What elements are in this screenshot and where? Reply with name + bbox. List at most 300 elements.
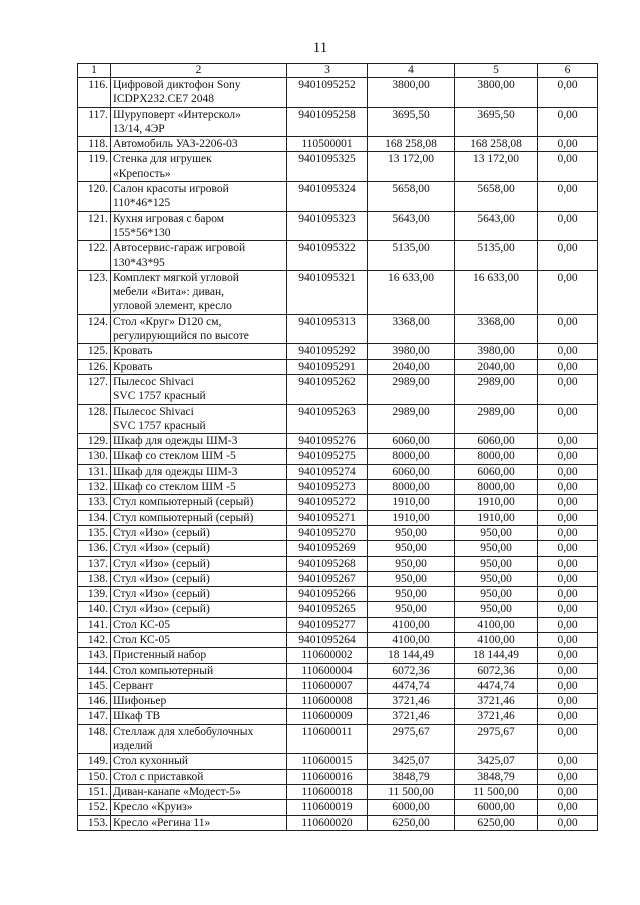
depreciation-value: 950,00: [455, 525, 538, 540]
item-name: [111, 241, 287, 271]
row-number: 118.: [78, 137, 111, 152]
item-name-line: Кровать: [113, 360, 153, 373]
table-row: [78, 815, 598, 830]
item-name-line: SVC 1757 красный: [113, 390, 206, 403]
row-number: 133.: [78, 495, 111, 510]
table-row: [78, 617, 598, 632]
inventory-code: 9401095263: [287, 404, 368, 434]
depreciation-value: 950,00: [455, 556, 538, 571]
item-name-line: мебели «Вита»: диван,: [113, 286, 225, 299]
item-name-line: Диван-канапе «Модест-5»: [113, 785, 241, 798]
item-name-line: Шкаф со стеклом ШМ -5: [113, 450, 236, 463]
depreciation-value: 4474,74: [455, 678, 538, 693]
inventory-table: [77, 63, 598, 831]
table-row: [78, 182, 598, 212]
book-value: 3980,00: [368, 344, 455, 359]
depreciation-value: 13 172,00: [455, 152, 538, 182]
book-value: 1910,00: [368, 495, 455, 510]
residual-value: 0,00: [538, 374, 598, 404]
item-name-line: Шкаф для одежды ШМ-3: [113, 435, 238, 448]
inventory-code: 9401095273: [287, 480, 368, 495]
item-name: [111, 510, 287, 525]
table-row: [78, 663, 598, 678]
item-name: [111, 541, 287, 556]
inventory-code: 110500001: [287, 137, 368, 152]
item-name: [111, 678, 287, 693]
table-row: [78, 602, 598, 617]
table-row: [78, 359, 598, 374]
residual-value: 0,00: [538, 137, 598, 152]
row-number: 140.: [78, 602, 111, 617]
table-row: [78, 648, 598, 663]
item-name: [111, 480, 287, 495]
item-name: [111, 632, 287, 647]
residual-value: 0,00: [538, 694, 598, 709]
residual-value: 0,00: [538, 769, 598, 784]
item-name-line: угловой элемент, кресло: [113, 300, 232, 313]
book-value: 3368,00: [368, 314, 455, 344]
depreciation-value: 4100,00: [455, 632, 538, 647]
residual-value: 0,00: [538, 525, 598, 540]
residual-value: 0,00: [538, 815, 598, 830]
item-name: [111, 602, 287, 617]
inventory-code: 9401095266: [287, 587, 368, 602]
residual-value: 0,00: [538, 556, 598, 571]
residual-value: 0,00: [538, 449, 598, 464]
item-name-line: Автосервис-гараж игровой: [113, 242, 246, 255]
inventory-code: 9401095313: [287, 314, 368, 344]
item-name: [111, 617, 287, 632]
table-row: [78, 571, 598, 586]
depreciation-value: 3695,50: [455, 107, 538, 137]
residual-value: 0,00: [538, 587, 598, 602]
row-number: 145.: [78, 678, 111, 693]
item-name-line: Стул компьютерный (серый): [113, 496, 254, 509]
table-row: [78, 587, 598, 602]
item-name-line: изделий: [113, 740, 153, 753]
book-value: 2989,00: [368, 404, 455, 434]
book-value: 2040,00: [368, 359, 455, 374]
table-row: [78, 769, 598, 784]
book-value: 3721,46: [368, 694, 455, 709]
header-cell: 6: [538, 64, 598, 78]
depreciation-value: 1910,00: [455, 495, 538, 510]
row-number: 149.: [78, 754, 111, 769]
item-name-line: Кровать: [113, 345, 153, 358]
table-row: [78, 314, 598, 344]
table-row: [78, 556, 598, 571]
inventory-code: 9401095325: [287, 152, 368, 182]
residual-value: 0,00: [538, 571, 598, 586]
table-row: [78, 270, 598, 314]
item-name: [111, 709, 287, 724]
item-name: [111, 211, 287, 241]
inventory-code: 9401095272: [287, 495, 368, 510]
page-number: 11: [312, 40, 328, 56]
item-name: [111, 182, 287, 212]
table-row: [78, 694, 598, 709]
residual-value: 0,00: [538, 800, 598, 815]
depreciation-value: 950,00: [455, 571, 538, 586]
table-row: [78, 241, 598, 271]
row-number: 142.: [78, 632, 111, 647]
book-value: 3800,00: [368, 78, 455, 108]
inventory-code: 110600019: [287, 800, 368, 815]
depreciation-value: 16 633,00: [455, 270, 538, 314]
depreciation-value: 5643,00: [455, 211, 538, 241]
table-row: [78, 678, 598, 693]
header-cell: 5: [455, 64, 538, 78]
table-row: [78, 374, 598, 404]
table-row: [78, 152, 598, 182]
item-name-line: Стул «Изо» (серый): [113, 542, 210, 555]
row-number: 151.: [78, 784, 111, 799]
residual-value: 0,00: [538, 510, 598, 525]
inventory-code: 9401095258: [287, 107, 368, 137]
item-name-line: Шкаф ТВ: [113, 710, 161, 723]
table-row: [78, 211, 598, 241]
inventory-code: 9401095323: [287, 211, 368, 241]
depreciation-value: 950,00: [455, 602, 538, 617]
item-name: [111, 495, 287, 510]
table-row: [78, 434, 598, 449]
row-number: 146.: [78, 694, 111, 709]
item-name-line: Кресло «Регина 11»: [113, 816, 211, 829]
depreciation-value: 168 258,08: [455, 137, 538, 152]
row-number: 119.: [78, 152, 111, 182]
inventory-code: 9401095324: [287, 182, 368, 212]
inventory-code: 9401095271: [287, 510, 368, 525]
table-body: [78, 78, 598, 831]
inventory-code: 110600004: [287, 663, 368, 678]
inventory-code: 110600015: [287, 754, 368, 769]
book-value: 3848,79: [368, 769, 455, 784]
book-value: 168 258,08: [368, 137, 455, 152]
depreciation-value: 8000,00: [455, 449, 538, 464]
book-value: 8000,00: [368, 449, 455, 464]
item-name: [111, 152, 287, 182]
item-name: [111, 784, 287, 799]
item-name: [111, 270, 287, 314]
residual-value: 0,00: [538, 784, 598, 799]
item-name: [111, 571, 287, 586]
table-row: [78, 404, 598, 434]
residual-value: 0,00: [538, 495, 598, 510]
inventory-code: 9401095321: [287, 270, 368, 314]
inventory-code: 110600009: [287, 709, 368, 724]
item-name-line: Стол «Круг» D120 см,: [113, 315, 222, 328]
inventory-code: 9401095270: [287, 525, 368, 540]
inventory-code: 110600002: [287, 648, 368, 663]
depreciation-value: 11 500,00: [455, 784, 538, 799]
book-value: 3721,46: [368, 709, 455, 724]
table-row: [78, 464, 598, 479]
row-number: 116.: [78, 78, 111, 108]
item-name-line: Стол КС-05: [113, 633, 170, 646]
depreciation-value: 4100,00: [455, 617, 538, 632]
table-row: [78, 525, 598, 540]
depreciation-value: 3721,46: [455, 694, 538, 709]
item-name-line: 130*43*95: [113, 256, 165, 269]
item-name: [111, 556, 287, 571]
item-name-line: Салон красоты игровой: [113, 183, 229, 196]
residual-value: 0,00: [538, 617, 598, 632]
item-name-line: Стул «Изо» (серый): [113, 557, 210, 570]
item-name-line: Шкаф для одежды ШМ-3: [113, 465, 238, 478]
item-name: [111, 663, 287, 678]
depreciation-value: 5658,00: [455, 182, 538, 212]
residual-value: 0,00: [538, 152, 598, 182]
inventory-code: 110600008: [287, 694, 368, 709]
item-name-line: регулирующийся по высоте: [113, 330, 249, 343]
item-name: [111, 587, 287, 602]
item-name-line: «Крепость»: [113, 167, 171, 180]
depreciation-value: 3425,07: [455, 754, 538, 769]
depreciation-value: 3368,00: [455, 314, 538, 344]
book-value: 5135,00: [368, 241, 455, 271]
residual-value: 0,00: [538, 480, 598, 495]
item-name: [111, 107, 287, 137]
item-name-line: Автомобиль УАЗ-2206-03: [113, 138, 238, 151]
table-row: [78, 78, 598, 108]
book-value: 4100,00: [368, 632, 455, 647]
depreciation-value: 3980,00: [455, 344, 538, 359]
item-name-line: 110*46*125: [113, 197, 171, 210]
row-number: 144.: [78, 663, 111, 678]
table-row: [78, 541, 598, 556]
residual-value: 0,00: [538, 464, 598, 479]
inventory-code: 9401095252: [287, 78, 368, 108]
item-name: [111, 404, 287, 434]
inventory-code: 9401095269: [287, 541, 368, 556]
item-name-line: Стул компьютерный (серый): [113, 511, 254, 524]
residual-value: 0,00: [538, 107, 598, 137]
row-number: 127.: [78, 374, 111, 404]
book-value: 18 144,49: [368, 648, 455, 663]
inventory-code: 110600007: [287, 678, 368, 693]
inventory-code: 9401095264: [287, 632, 368, 647]
item-name: [111, 434, 287, 449]
item-name: [111, 800, 287, 815]
item-name: [111, 694, 287, 709]
table-row: [78, 754, 598, 769]
item-name-line: Цифровой диктофон Sony: [113, 79, 241, 91]
table-row: [78, 495, 598, 510]
book-value: 8000,00: [368, 480, 455, 495]
book-value: 1910,00: [368, 510, 455, 525]
item-name: [111, 359, 287, 374]
depreciation-value: 2975,67: [455, 724, 538, 754]
table-row: [78, 724, 598, 754]
residual-value: 0,00: [538, 344, 598, 359]
residual-value: 0,00: [538, 632, 598, 647]
book-value: 950,00: [368, 602, 455, 617]
depreciation-value: 8000,00: [455, 480, 538, 495]
row-number: 131.: [78, 464, 111, 479]
item-name-line: 155*56*130: [113, 226, 171, 239]
item-name: [111, 464, 287, 479]
table-row: [78, 344, 598, 359]
row-number: 153.: [78, 815, 111, 830]
header-cell: 2: [111, 64, 287, 78]
residual-value: 0,00: [538, 404, 598, 434]
row-number: 148.: [78, 724, 111, 754]
depreciation-value: 18 144,49: [455, 648, 538, 663]
item-name-line: Стул «Изо» (серый): [113, 526, 210, 539]
table-row: [78, 449, 598, 464]
item-name: [111, 815, 287, 830]
item-name: [111, 344, 287, 359]
residual-value: 0,00: [538, 182, 598, 212]
item-name: [111, 724, 287, 754]
table-row: [78, 632, 598, 647]
table-row: [78, 480, 598, 495]
item-name-line: ICDPX232.CE7 2048: [113, 93, 214, 106]
depreciation-value: 1910,00: [455, 510, 538, 525]
row-number: 141.: [78, 617, 111, 632]
item-name-line: Шкаф со стеклом ШМ -5: [113, 481, 236, 494]
header-row: [78, 64, 598, 78]
item-name-line: Пылесос Shivaci: [113, 405, 194, 418]
row-number: 135.: [78, 525, 111, 540]
row-number: 124.: [78, 314, 111, 344]
item-name: [111, 78, 287, 108]
inventory-code: 9401095268: [287, 556, 368, 571]
item-name-line: Стол компьютерный: [113, 664, 214, 677]
depreciation-value: 2040,00: [455, 359, 538, 374]
inventory-code: 9401095265: [287, 602, 368, 617]
residual-value: 0,00: [538, 434, 598, 449]
residual-value: 0,00: [538, 602, 598, 617]
depreciation-value: 2989,00: [455, 374, 538, 404]
residual-value: 0,00: [538, 663, 598, 678]
item-name-line: Стол кухонный: [113, 755, 189, 768]
residual-value: 0,00: [538, 541, 598, 556]
residual-value: 0,00: [538, 359, 598, 374]
row-number: 134.: [78, 510, 111, 525]
row-number: 121.: [78, 211, 111, 241]
book-value: 4474,74: [368, 678, 455, 693]
item-name: [111, 374, 287, 404]
table-row: [78, 107, 598, 137]
book-value: 16 633,00: [368, 270, 455, 314]
table-row: [78, 137, 598, 152]
inventory-code: 9401095292: [287, 344, 368, 359]
row-number: 139.: [78, 587, 111, 602]
table-row: [78, 784, 598, 799]
inventory-code: 110600018: [287, 784, 368, 799]
book-value: 13 172,00: [368, 152, 455, 182]
table-row: [78, 510, 598, 525]
table-row: [78, 800, 598, 815]
table-row: [78, 709, 598, 724]
item-name-line: Стеллаж для хлебобулочных: [113, 725, 254, 738]
item-name-line: Шифоньер: [113, 695, 167, 708]
item-name-line: SVC 1757 красный: [113, 419, 206, 432]
item-name-line: Стол КС-05: [113, 618, 170, 631]
inventory-code: 9401095277: [287, 617, 368, 632]
row-number: 147.: [78, 709, 111, 724]
book-value: 950,00: [368, 571, 455, 586]
depreciation-value: 6060,00: [455, 434, 538, 449]
row-number: 126.: [78, 359, 111, 374]
book-value: 11 500,00: [368, 784, 455, 799]
row-number: 136.: [78, 541, 111, 556]
item-name-line: 13/14, 4ЭР: [113, 122, 165, 135]
depreciation-value: 6060,00: [455, 464, 538, 479]
book-value: 4100,00: [368, 617, 455, 632]
item-name: [111, 769, 287, 784]
item-name-line: Комплект мягкой угловой: [113, 271, 239, 284]
depreciation-value: 6250,00: [455, 815, 538, 830]
item-name-line: Кресло «Круиз»: [113, 801, 193, 814]
book-value: 6060,00: [368, 434, 455, 449]
book-value: 6072,36: [368, 663, 455, 678]
item-name: [111, 449, 287, 464]
inventory-code: 110600011: [287, 724, 368, 754]
depreciation-value: 950,00: [455, 587, 538, 602]
residual-value: 0,00: [538, 241, 598, 271]
book-value: 950,00: [368, 541, 455, 556]
item-name-line: Кухня игровая с баром: [113, 212, 225, 225]
row-number: 150.: [78, 769, 111, 784]
row-number: 143.: [78, 648, 111, 663]
row-number: 132.: [78, 480, 111, 495]
inventory-code: 9401095275: [287, 449, 368, 464]
residual-value: 0,00: [538, 211, 598, 241]
book-value: 950,00: [368, 587, 455, 602]
book-value: 6000,00: [368, 800, 455, 815]
row-number: 128.: [78, 404, 111, 434]
inventory-code: 9401095322: [287, 241, 368, 271]
header-cell: 4: [368, 64, 455, 78]
item-name: [111, 525, 287, 540]
book-value: 6250,00: [368, 815, 455, 830]
inventory-code: 9401095262: [287, 374, 368, 404]
row-number: 120.: [78, 182, 111, 212]
book-value: 950,00: [368, 556, 455, 571]
inventory-code: 110600016: [287, 769, 368, 784]
item-name: [111, 754, 287, 769]
residual-value: 0,00: [538, 648, 598, 663]
residual-value: 0,00: [538, 724, 598, 754]
depreciation-value: 6072,36: [455, 663, 538, 678]
book-value: 950,00: [368, 525, 455, 540]
inventory-code: 110600020: [287, 815, 368, 830]
item-name-line: Стул «Изо» (серый): [113, 603, 210, 616]
depreciation-value: 950,00: [455, 541, 538, 556]
item-name-line: Пристенный набор: [113, 649, 207, 662]
book-value: 6060,00: [368, 464, 455, 479]
book-value: 5643,00: [368, 211, 455, 241]
item-name: [111, 648, 287, 663]
item-name-line: Стул «Изо» (серый): [113, 588, 210, 601]
item-name-line: Сервант: [113, 679, 154, 692]
residual-value: 0,00: [538, 754, 598, 769]
depreciation-value: 6000,00: [455, 800, 538, 815]
depreciation-value: 3800,00: [455, 78, 538, 108]
depreciation-value: 2989,00: [455, 404, 538, 434]
residual-value: 0,00: [538, 314, 598, 344]
depreciation-value: 3848,79: [455, 769, 538, 784]
inventory-code: 9401095274: [287, 464, 368, 479]
inventory-code: 9401095267: [287, 571, 368, 586]
depreciation-value: 3721,46: [455, 709, 538, 724]
row-number: 122.: [78, 241, 111, 271]
inventory-code: 9401095291: [287, 359, 368, 374]
row-number: 123.: [78, 270, 111, 314]
header-cell: 3: [287, 64, 368, 78]
